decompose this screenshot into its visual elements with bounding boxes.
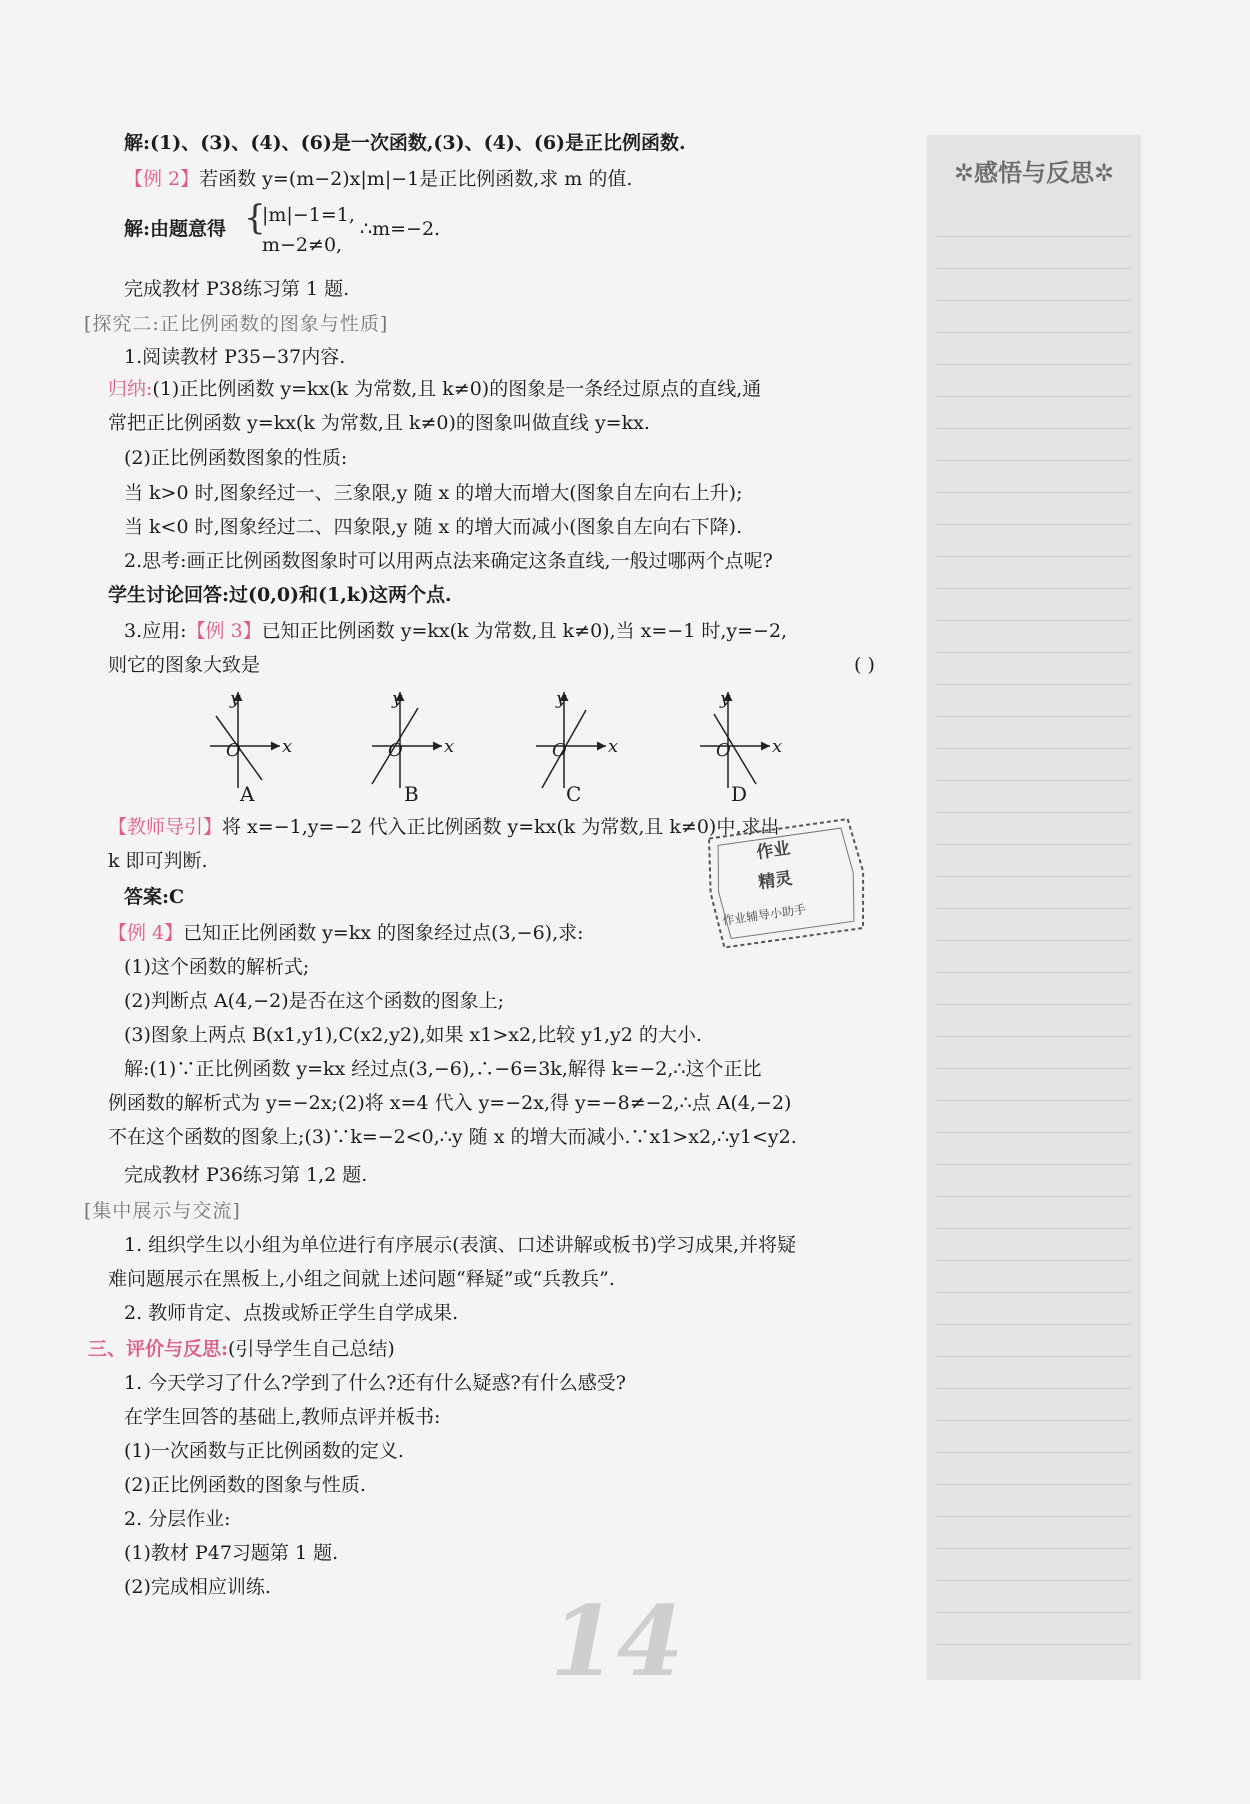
graph-c-label: C xyxy=(566,782,582,806)
solution-1: 解:(1)、(3)、(4)、(6)是一次函数,(3)、(4)、(6)是正比例函数. xyxy=(124,132,686,154)
graph-b xyxy=(372,692,442,788)
task-1: 完成教材 P38练习第 1 题. xyxy=(124,278,350,300)
teacher-guide-1: 【教师导引】将 x=−1,y=−2 代入正比例函数 y=kx(k 为常数,且 k≠0)中,求出 xyxy=(108,816,780,838)
reflect-5: 2. 分层作业: xyxy=(124,1508,231,1530)
graph-a-label: A xyxy=(240,782,255,806)
example-2-text: 若函数 y=(m−2)x|m|−1是正比例函数,求 m 的值. xyxy=(199,168,633,190)
example-4-tag: 【例 4】 xyxy=(108,922,184,944)
graph-a-origin: O xyxy=(226,740,241,761)
section-evaluation: 三、评价与反思:(引导学生自己总结) xyxy=(88,1338,395,1360)
teacher-guide-2: k 即可判断. xyxy=(108,850,208,872)
property-1: 当 k>0 时,图象经过一、三象限,y 随 x 的增大而增大(图象自左向右上升); xyxy=(124,482,743,504)
graph-a-y-label: y xyxy=(230,688,241,709)
page-number: 14 xyxy=(550,1585,684,1698)
section-explore-2: [探究二:正比例函数的图象与性质] xyxy=(84,313,389,335)
system-eq-2: m−2≠0, xyxy=(262,234,343,256)
section-showcase: [集中展示与交流] xyxy=(84,1200,241,1222)
organize-1: 1. 组织学生以小组为单位进行有序展示(表演、口述讲解或板书)学习成果,并将疑 xyxy=(124,1234,797,1256)
system-result: ∴m=−2. xyxy=(360,218,441,240)
reflect-3: (1)一次函数与正比例函数的定义. xyxy=(124,1440,404,1462)
graph-a-x-label: x xyxy=(282,736,293,757)
summary-tag: 归纳: xyxy=(108,378,153,400)
answer-blank: ( ) xyxy=(854,654,875,676)
think-question: 2.思考:画正比例函数图象时可以用两点法来确定这条直线,一般过哪两个点呢? xyxy=(124,550,773,572)
example-2 xyxy=(124,164,632,194)
solution-4-2: 例函数的解析式为 y=−2x;(2)将 x=4 代入 y=−2x,得 y=−8≠−2,∴点 A(4,−2) xyxy=(108,1092,792,1114)
property-heading: (2)正比例函数图象的性质: xyxy=(124,447,348,469)
graph-d-y-label: y xyxy=(720,688,731,709)
reflect-2: 在学生回答的基础上,教师点评并板书: xyxy=(124,1406,441,1428)
question-4-1: (1)这个函数的解析式; xyxy=(124,956,310,978)
graph-b-label: B xyxy=(404,782,419,806)
stamp-line-3: 作业辅导小助手 xyxy=(721,902,807,928)
graph-b-origin: O xyxy=(388,740,403,761)
question-4-3: (3)图象上两点 B(x1,y1),C(x2,y2),如果 x1>x2,比较 y1,y2 的大小. xyxy=(124,1024,702,1046)
reflect-7: (2)完成相应训练. xyxy=(124,1576,271,1598)
graph-b-x-label: x xyxy=(444,736,455,757)
organize-2: 难问题展示在黑板上,小组之间就上述问题“释疑”或“兵教兵”. xyxy=(108,1268,615,1290)
read-textbook: 1.阅读教材 P35−37内容. xyxy=(124,346,346,368)
organize-3: 2. 教师肯定、点拨或矫正学生自学成果. xyxy=(124,1302,459,1324)
brace-icon: { xyxy=(244,198,266,238)
graph-d-x-label: x xyxy=(772,736,783,757)
application-1: 3.应用:【例 3】已知正比例函数 y=kx(k 为常数,且 k≠0),当 x=−1 时,y=−2, xyxy=(124,620,788,642)
graph-a xyxy=(210,692,280,788)
example-2-tag: 【例 2】 xyxy=(124,168,200,190)
graph-c xyxy=(536,692,606,788)
graph-c-origin: O xyxy=(552,740,567,761)
graph-d-label: D xyxy=(731,782,748,806)
sidebar-writing-lines xyxy=(937,205,1131,1665)
stamp-line-2: 精灵 xyxy=(757,868,794,894)
application-2: 则它的图象大致是 xyxy=(108,654,261,676)
stamp-line-1: 作业 xyxy=(755,838,792,864)
task-2: 完成教材 P36练习第 1,2 题. xyxy=(124,1164,368,1186)
question-4-2: (2)判断点 A(4,−2)是否在这个函数的图象上; xyxy=(124,990,505,1012)
example-3-tag: 【例 3】 xyxy=(186,620,262,642)
reflection-sidebar xyxy=(927,135,1141,1680)
property-2: 当 k<0 时,图象经过二、四象限,y 随 x 的增大而减小(图象自左向右下降). xyxy=(124,516,743,538)
graph-c-x-label: x xyxy=(608,736,619,757)
solution-2: 解:由题意得 xyxy=(124,218,227,240)
summary-2: 常把正比例函数 y=kx(k 为常数,且 k≠0)的图象叫做直线 y=kx. xyxy=(108,412,650,434)
discussion-answer: 学生讨论回答:过(0,0)和(1,k)这两个点. xyxy=(108,584,452,606)
reflect-4: (2)正比例函数的图象与性质. xyxy=(124,1474,366,1496)
system-eq-1: |m|−1=1, xyxy=(262,204,355,226)
graph-d xyxy=(700,692,770,788)
reflect-6: (1)教材 P47习题第 1 题. xyxy=(124,1542,339,1564)
teacher-guide-tag: 【教师导引】 xyxy=(108,816,223,838)
graph-c-y-label: y xyxy=(556,688,567,709)
sidebar-title: ✲感悟与反思✲ xyxy=(953,159,1115,187)
reflect-1: 1. 今天学习了什么?学到了什么?还有什么疑惑?有什么感受? xyxy=(124,1372,626,1394)
answer: 答案:C xyxy=(124,886,185,908)
graph-d-origin: O xyxy=(716,740,731,761)
summary-1: 归纳:(1)正比例函数 y=kx(k 为常数,且 k≠0)的图象是一条经过原点的直线,通 xyxy=(108,378,762,400)
graph-b-y-label: y xyxy=(392,688,403,709)
example-4: 【例 4】已知正比例函数 y=kx 的图象经过点(3,−6),求: xyxy=(108,922,584,944)
solution-4-3: 不在这个函数的图象上;(3)∵k=−2<0,∴y 随 x 的增大而减小.∵x1>x2,∴y1<y2. xyxy=(108,1126,797,1148)
solution-4-1: 解:(1)∵正比例函数 y=kx 经过点(3,−6),∴−6=3k,解得 k=−2,∴这个正比 xyxy=(124,1058,762,1080)
